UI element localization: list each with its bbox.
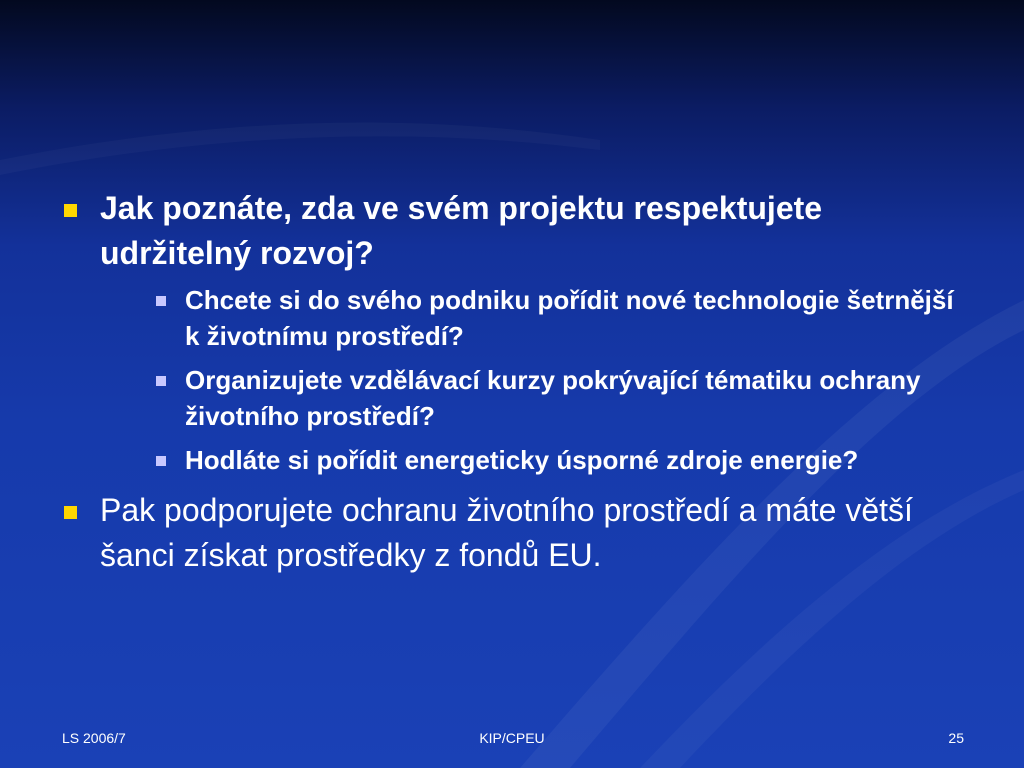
sub-bullet-item-2	[154, 362, 962, 434]
square-bullet-icon	[156, 296, 166, 306]
square-bullet-icon	[156, 376, 166, 386]
slide-body	[62, 186, 962, 588]
footer-title: KIP/CPEU	[479, 730, 545, 746]
sub-bullet-list	[100, 282, 962, 478]
sub-bullet-text-1: Chcete si do svého podniku pořídit nové technologie šetrnější k životnímu prostředí?	[185, 285, 954, 351]
square-bullet-icon	[64, 506, 77, 519]
bullet-item-2	[62, 488, 962, 578]
square-bullet-icon	[156, 456, 166, 466]
bullet-item-1	[62, 186, 962, 478]
sub-bullet-item-1	[154, 282, 962, 354]
footer-date: LS 2006/7	[62, 730, 126, 746]
bullet-text-1: Jak poznáte, zda ve svém projektu respektujete udržitelný rozvoj?	[100, 190, 823, 271]
slide-number: 25	[948, 730, 964, 746]
sub-bullet-text-3: Hodláte si pořídit energeticky úsporné zdroje energie?	[185, 445, 859, 475]
square-bullet-icon	[64, 204, 77, 217]
bullet-text-2: Pak podporujete ochranu životního prostředí a máte větší šanci získat prostředky z fondů EU.	[100, 492, 913, 573]
sub-bullet-text-2: Organizujete vzdělávací kurzy pokrývající tématiku ochrany životního prostředí?	[185, 365, 921, 431]
sub-bullet-item-3	[154, 442, 962, 478]
